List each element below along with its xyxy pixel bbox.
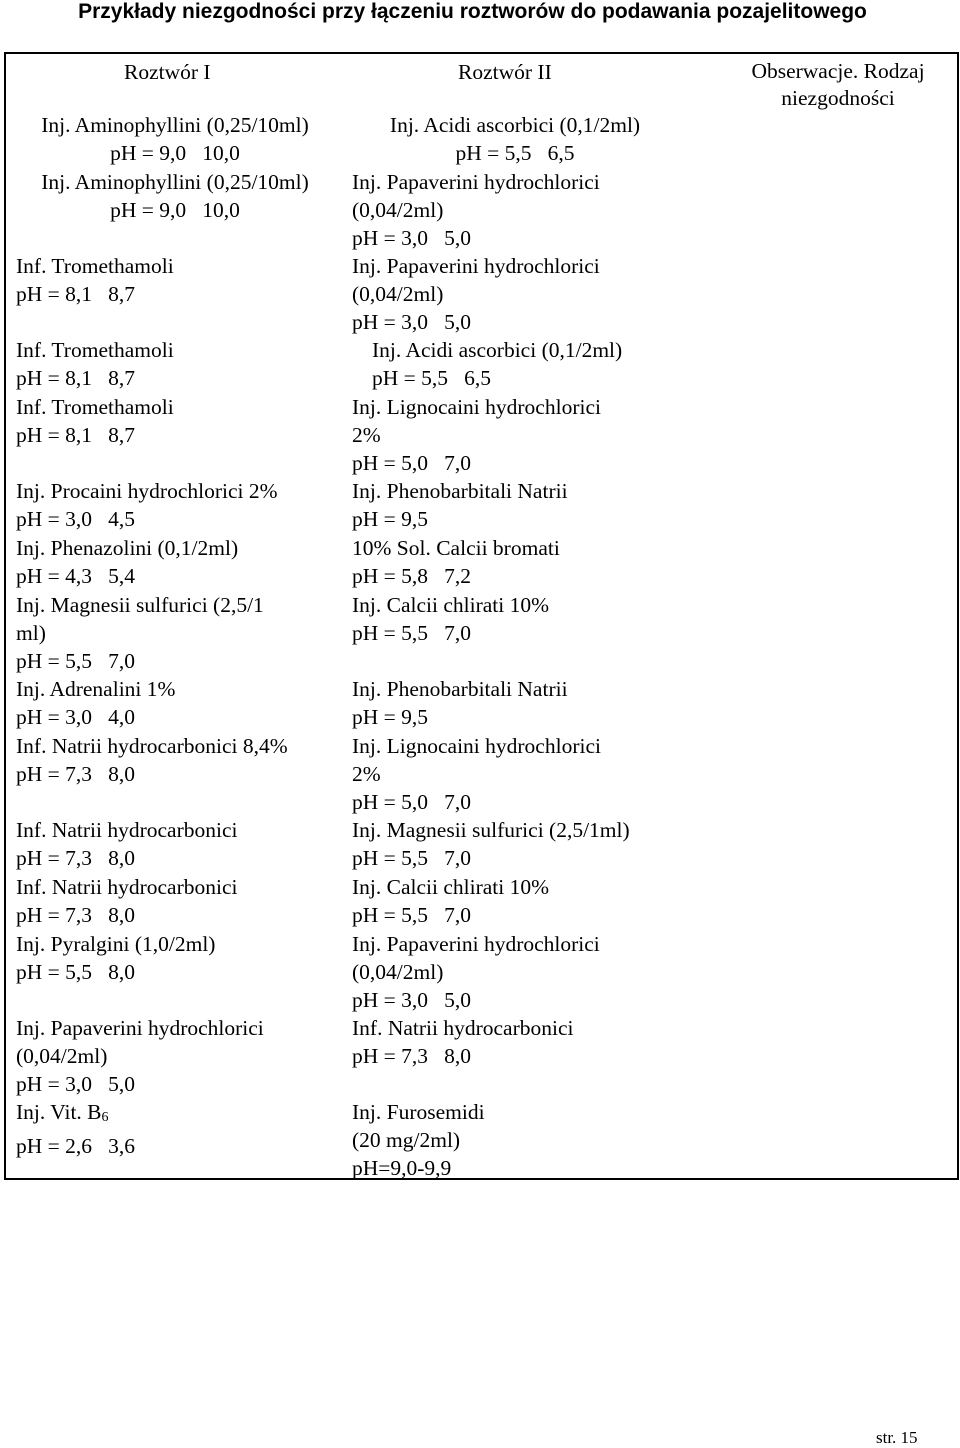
cell-line: 10% Sol. Calcii bromati [352,536,560,560]
cell-line: pH = 5,5 7,0 [352,903,472,928]
page-number: str. 15 [876,1428,918,1447]
roztwor-2-cell [352,111,678,167]
roztwor-1-cell [16,732,288,788]
cell-line: pH = 8,1 8,7 [16,366,136,391]
cell-line: Inj. Phenobarbitali Natrii [352,479,568,503]
cell-line: Inj. Magnesii sulfurici (2,5/1ml) [352,818,630,842]
cell-line: (20 mg/2ml) [352,1128,461,1153]
roztwor-2-cell [352,534,560,590]
cell-line: pH = 7,3 8,0 [16,903,136,928]
cell-line: Inj. Papaverini hydrochlorici [352,932,600,956]
cell-line: pH = 9,5 [352,705,429,730]
cell-line: 2% [352,423,381,448]
cell-line: Inj. Papaverini hydrochlorici [352,170,600,194]
cell-line: (0,04/2ml) [352,960,444,985]
cell-line: Inj. Pyralgini (1,0/2ml) [16,932,216,956]
header-obserwacje: Obserwacje. Rodzaj niezgodności [751,59,925,110]
cell-line: pH = 5,8 7,2 [352,564,472,589]
cell-line: pH = 5,5 7,0 [352,621,472,646]
roztwor-2-cell [352,732,601,816]
cell-line: Inf. Tromethamoli [16,395,174,419]
cell-line: Inf. Tromethamoli [16,338,174,362]
roztwor-1-cell [16,1098,135,1160]
cell-line: Inj. Calcii chlirati 10% [352,875,550,899]
cell-line: pH = 8,1 8,7 [16,282,136,307]
roztwor-1-cell [16,1014,264,1098]
roztwor-1-cell [16,393,174,449]
cell-line: Inj. Aminophyllini (0,25/10ml) [41,170,309,194]
cell-line: Inj. Phenazolini (0,1/2ml) [16,536,239,560]
roztwor-2-cell [352,1098,485,1182]
roztwor-1-cell [16,252,174,308]
roztwor-2-cell [352,168,600,252]
cell-line: pH = 9,0 10,0 [110,198,240,223]
cell-line: pH = 7,3 8,0 [352,1044,472,1069]
cell-line: Inj. Papaverini hydrochlorici [352,254,600,278]
cell-line: pH = 7,3 8,0 [16,762,136,787]
roztwor-1-cell [16,477,278,533]
cell-line: pH = 3,0 5,0 [16,1072,136,1097]
cell-line: Inj. Lignocaini hydrochlorici [352,734,601,758]
cell-line: pH = 5,0 7,0 [352,790,472,815]
cell-line: Inj. Phenobarbitali Natrii [352,677,568,701]
cell-line: Inj. Acidi ascorbici (0,1/2ml) [389,113,641,137]
subscript: 6 [101,1110,109,1125]
cell-line: Inf. Natrii hydrocarbonici [352,1016,574,1040]
roztwor-1-cell [16,111,334,167]
cell-line: Inj. Acidi ascorbici (0,1/2ml) [372,338,623,362]
cell-line: pH = 8,1 8,7 [16,423,136,448]
cell-line: pH = 3,0 5,0 [352,988,472,1013]
roztwor-2-cell [352,675,568,731]
cell-line: Inf. Natrii hydrocarbonici 8,4% [16,734,288,758]
cell-line: pH = 5,5 7,0 [352,846,472,871]
roztwor-1-cell [16,591,264,675]
cell-line: pH = 3,0 5,0 [352,310,472,335]
cell-line: pH = 5,5 7,0 [16,649,136,674]
roztwor-1-cell [16,873,238,929]
cell-line: pH = 2,6 3,6 [16,1134,136,1159]
cell-line: 2% [352,762,381,787]
cell-line: pH = 3,0 4,5 [16,507,136,532]
roztwor-1-cell [16,534,238,590]
cell-line: Inj. Calcii chlirati 10% [352,593,550,617]
cell-line: (0,04/2ml) [352,198,444,223]
roztwor-2-cell [352,591,549,647]
cell-line: pH = 4,3 5,4 [16,564,136,589]
roztwor-2-cell [372,336,622,392]
cell-line: Inj. Vit. $B_6$ [16,1100,109,1125]
cell-line: Inj. Adrenalini 1% [16,677,176,701]
cell-line: pH = 5,5 6,5 [455,141,575,166]
roztwor-2-cell [352,393,601,477]
cell-line: Inf. Natrii hydrocarbonici [16,875,238,899]
cell-line: pH = 9,0 10,0 [110,141,240,166]
roztwor-1-cell [16,675,175,731]
roztwor-2-cell [352,252,600,336]
cell-line: Inf. Natrii hydrocarbonici [16,818,238,842]
roztwor-2-cell [352,1014,574,1070]
header-roztwor-2: Roztwór II [458,60,552,84]
roztwor-2-cell [352,816,630,872]
header-roztwor-1: Roztwór I [124,60,211,84]
roztwor-1-cell [16,816,238,872]
cell-line: pH = 5,5 8,0 [16,960,136,985]
roztwor-2-cell [352,873,549,929]
cell-line: (0,04/2ml) [16,1044,108,1069]
cell-line: pH = 7,3 8,0 [16,846,136,871]
cell-line: Inj. Papaverini hydrochlorici [16,1016,264,1040]
cell-line: Inj. Procaini hydrochlorici 2% [16,479,278,503]
cell-line: Inf. Tromethamoli [16,254,174,278]
cell-line: pH=9,0-9,9 [352,1156,452,1181]
cell-line: Inj. Furosemidi [352,1100,485,1124]
cell-line: Inj. Lignocaini hydrochlorici [352,395,601,419]
roztwor-1-cell [16,930,215,986]
cell-line: (0,04/2ml) [352,282,444,307]
cell-line: Inj. Aminophyllini (0,25/10ml) [41,113,309,137]
roztwor-1-cell [16,168,334,224]
cell-line: pH = 9,5 [352,507,429,532]
cell-line: pH = 3,0 5,0 [352,226,472,251]
roztwor-2-cell [352,930,600,1014]
roztwor-2-cell [352,477,568,533]
page-title: Przykłady niezgodności przy łączeniu roztworów do podawania pozajelitowego [78,0,867,23]
cell-line: pH = 3,0 4,0 [16,705,136,730]
incompatibility-table [4,52,959,1180]
cell-line: Inj. Magnesii sulfurici (2,5/1 [16,593,264,617]
cell-line: pH = 5,5 6,5 [372,366,492,391]
cell-line: pH = 5,0 7,0 [352,451,472,476]
cell-line: ml) [16,621,46,646]
roztwor-1-cell [16,336,174,392]
